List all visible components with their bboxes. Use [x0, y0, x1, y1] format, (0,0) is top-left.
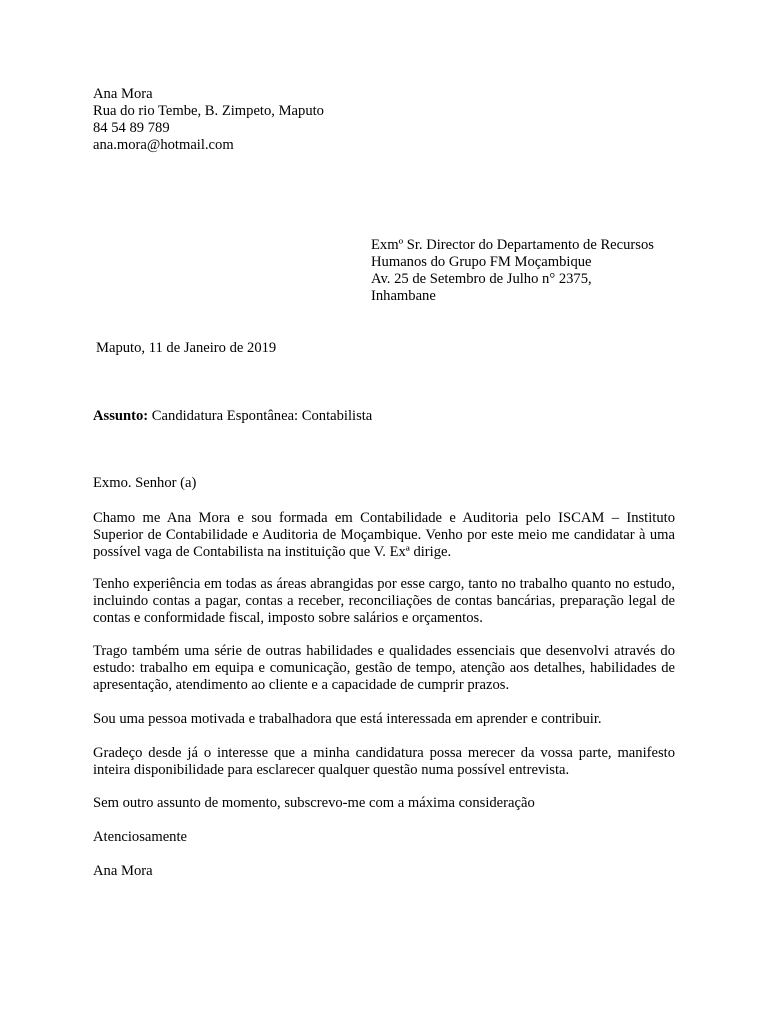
- body-paragraph-intro: Chamo me Ana Mora e sou formada em Contabilidade e Auditoria pelo ISCAM – Instituto Superior de Contabilidade e Auditoria de Moçambique. Venho por este meio me candidatar à uma possível vaga de Contabilista na instituição que V. Exª dirige.: [93, 510, 675, 560]
- letter-date: Maputo, 11 de Janeiro de 2019: [96, 340, 277, 356]
- sender-email: ana.mora@hotmail.com: [93, 137, 234, 153]
- recipient-line-4: Inhambane: [371, 288, 436, 304]
- body-paragraph-experience: Tenho experiência em todas as áreas abrangidas por esse cargo, tanto no trabalho quanto no estudo, incluindo contas a pagar, contas a receber, reconciliações de contas bancárias, preparação legal de contas e conformidade fiscal, imposto sobre salários e orçamentos.: [93, 576, 675, 626]
- subject-text: Candidatura Espontânea: Contabilista: [148, 408, 373, 424]
- recipient-line-3: Av. 25 de Setembro de Julho n° 2375,: [371, 271, 592, 287]
- subject-line: [93, 408, 372, 425]
- sender-phone: 84 54 89 789: [93, 120, 170, 136]
- body-paragraph-motivation: Sou uma pessoa motivada e trabalhadora que está interessada em aprender e contribuir.: [93, 711, 602, 727]
- body-paragraph-sign-off: Sem outro assunto de momento, subscrevo-me com a máxima consideração: [93, 795, 535, 811]
- sender-address: Rua do rio Tembe, B. Zimpeto, Maputo: [93, 103, 324, 119]
- body-paragraph-thanks: Gradeço desde já o interesse que a minha candidatura possa merecer da vossa parte, manifesto inteira disponibilidade para esclarecer qualquer questão numa possível entrevista.: [93, 745, 675, 778]
- recipient-line-1: Exmº Sr. Director do Departamento de Recursos: [371, 237, 654, 253]
- sender-name: Ana Mora: [93, 86, 153, 102]
- signature: Ana Mora: [93, 863, 153, 879]
- greeting: Exmo. Senhor (a): [93, 475, 197, 491]
- sender-block: [93, 86, 324, 154]
- closing: Atenciosamente: [93, 829, 188, 845]
- subject-label: Assunto:: [93, 408, 149, 424]
- recipient-line-2: Humanos do Grupo FM Moçambique: [371, 254, 592, 270]
- body-paragraph-skills: Trago também uma série de outras habilidades e qualidades essenciais que desenvolvi através do estudo: trabalho em equipa e comunicação, gestão de tempo, atenção aos detalhes, habilidades de apresentação, atendimento ao cliente e a capacidade de cumprir prazos.: [93, 643, 675, 693]
- recipient-block: [371, 237, 654, 305]
